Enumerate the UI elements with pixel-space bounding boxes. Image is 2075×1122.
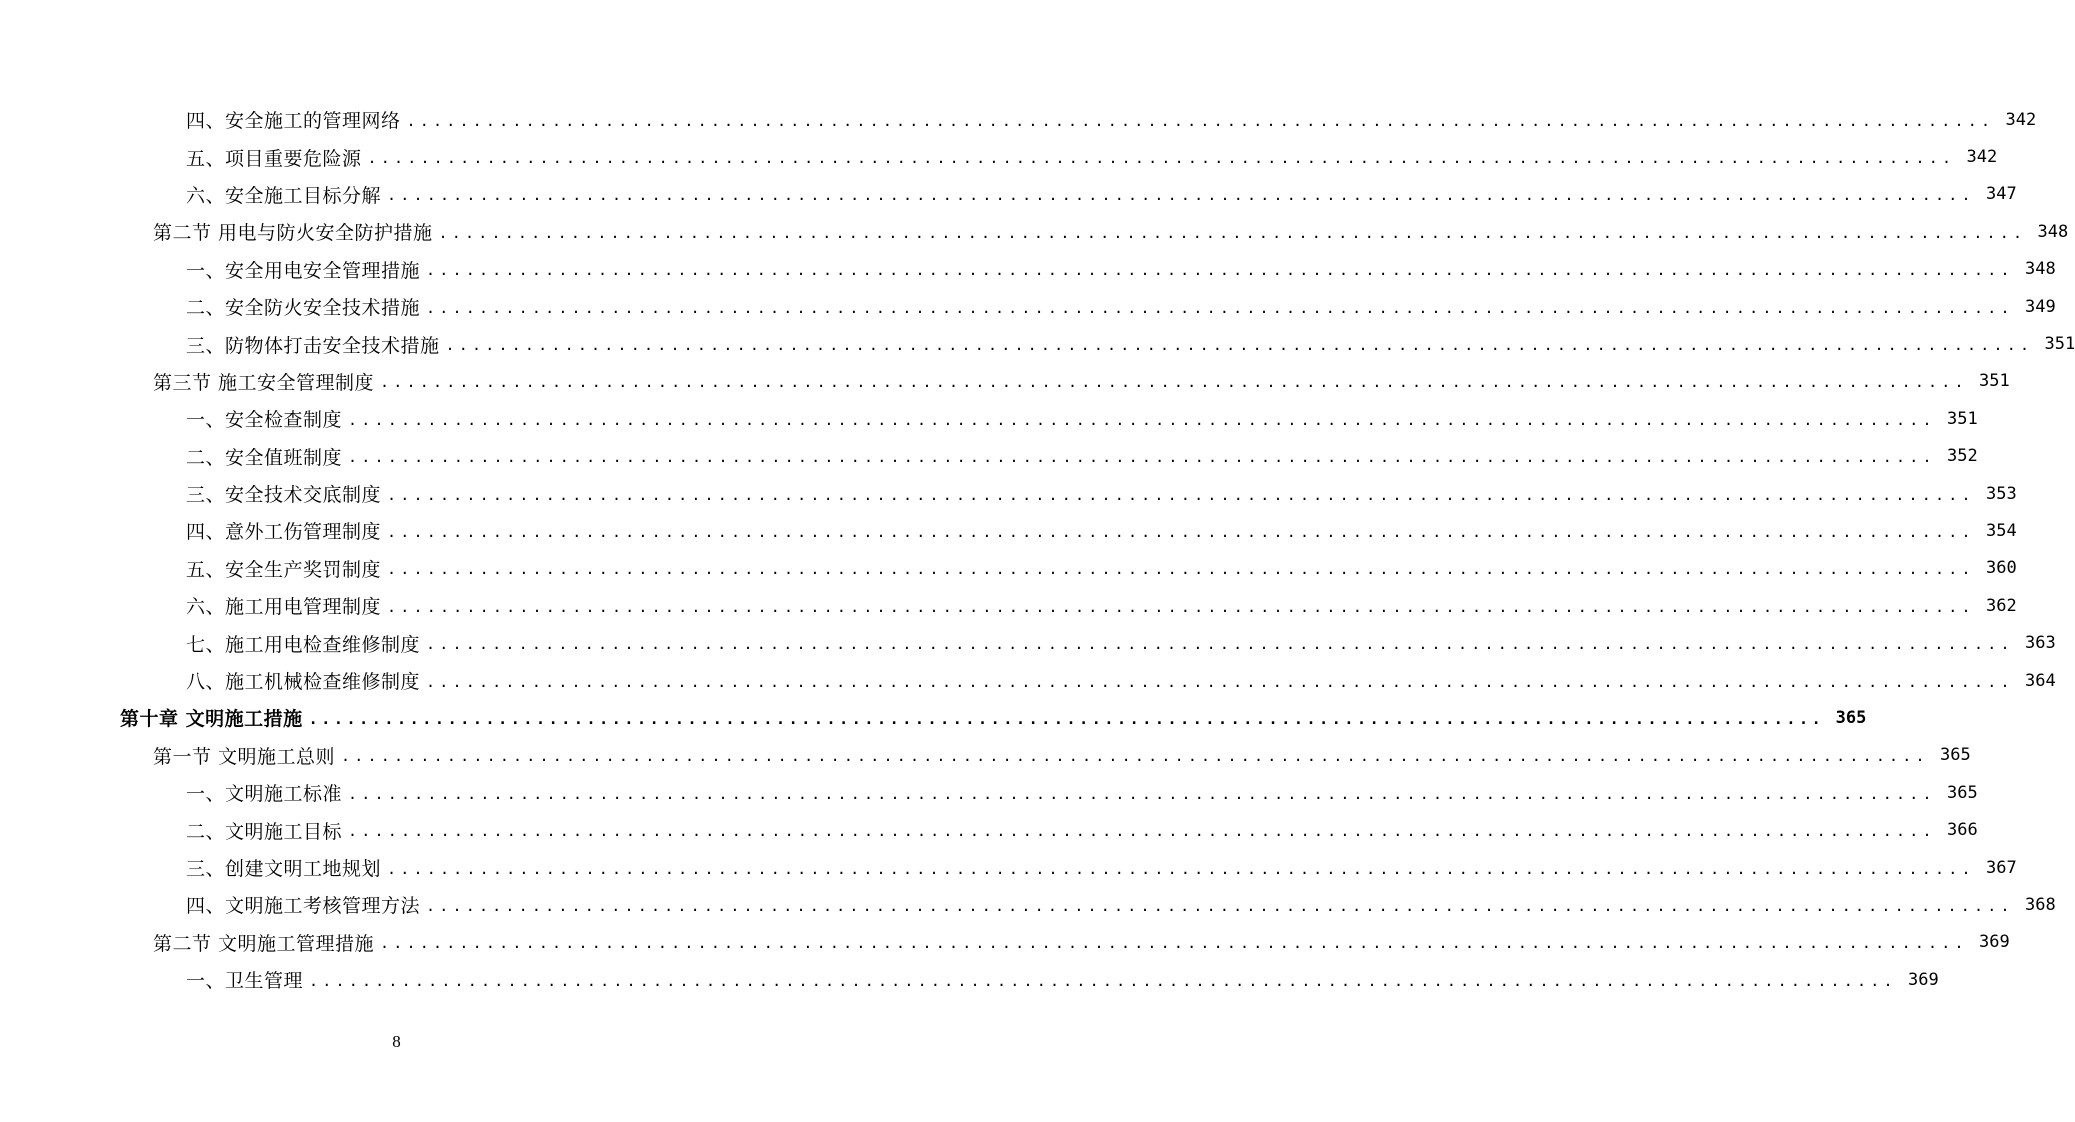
toc-entry-page-number: 351 bbox=[1979, 371, 2010, 392]
toc-entry-title: 一、文明施工标准 bbox=[186, 783, 343, 806]
page-number: 8 bbox=[392, 1032, 401, 1051]
dot-leader: ........................................................................................................................ bbox=[426, 298, 2014, 317]
toc-entry-page-number: 369 bbox=[1908, 969, 1939, 990]
toc-entry-chapter[interactable] bbox=[0, 699, 1867, 736]
toc-entry-title: 五、项目重要危险源 bbox=[186, 147, 362, 170]
toc-entry-section[interactable] bbox=[0, 737, 1971, 774]
toc-entry-item[interactable] bbox=[0, 475, 2017, 512]
toc-entry-title: 一、安全检查制度 bbox=[186, 409, 343, 432]
toc-entry-title: 第二节 文明施工管理措施 bbox=[153, 932, 375, 955]
dot-leader: ........................................................................................................................ bbox=[387, 485, 1975, 504]
dot-leader: ........................................................................................................................ bbox=[309, 971, 1897, 990]
dot-leader: ........................................................................................................................ bbox=[438, 223, 2027, 242]
toc-entry-item[interactable] bbox=[0, 550, 2017, 587]
dot-leader: ........................................................................................................................ bbox=[426, 635, 2014, 654]
toc-entry-title: 四、文明施工考核管理方法 bbox=[186, 895, 421, 918]
toc-entry-title: 一、卫生管理 bbox=[186, 970, 304, 993]
toc-entry-page-number: 360 bbox=[1986, 558, 2017, 579]
toc-entry-title: 四、安全施工的管理网络 bbox=[186, 110, 401, 133]
toc-entry-page-number: 347 bbox=[1986, 184, 2017, 205]
toc-entry-title: 六、安全施工目标分解 bbox=[186, 184, 382, 207]
dot-leader: ........................................................................................................................ bbox=[348, 448, 1936, 467]
toc-entry-title: 五、安全生产奖罚制度 bbox=[186, 558, 382, 581]
toc-entry-item[interactable] bbox=[0, 288, 2056, 325]
toc-entry-title: 第二节 用电与防火安全防护措施 bbox=[153, 222, 433, 245]
table-of-contents bbox=[0, 101, 2075, 998]
dot-leader: ........................................................................................................................ bbox=[387, 859, 1975, 878]
toc-entry-title: 二、安全防火安全技术措施 bbox=[186, 297, 421, 320]
toc-entry-item[interactable] bbox=[0, 138, 1998, 175]
dot-leader: ........................................................................................................................ bbox=[387, 560, 1975, 579]
toc-entry-page-number: 354 bbox=[1986, 520, 2017, 541]
toc-entry-page-number: 348 bbox=[2025, 259, 2056, 280]
toc-entry-title: 六、施工用电管理制度 bbox=[186, 596, 382, 619]
toc-entry-page-number: 363 bbox=[2025, 633, 2056, 654]
toc-entry-item[interactable] bbox=[0, 512, 2017, 549]
toc-entry-title: 三、创建文明工地规划 bbox=[186, 858, 382, 880]
toc-entry-page-number: 349 bbox=[2025, 296, 2056, 317]
dot-leader: ........................................................................................................................ bbox=[426, 261, 2014, 280]
toc-entry-page-number: 351 bbox=[1947, 408, 1978, 429]
dot-leader: ........................................................................................................................ bbox=[380, 934, 1968, 953]
toc-entry-page-number: 348 bbox=[2037, 221, 2069, 242]
toc-entry-item[interactable] bbox=[0, 176, 2017, 213]
toc-entry-item[interactable] bbox=[0, 251, 2056, 288]
dot-leader: ........................................................................................................................ bbox=[348, 410, 1936, 429]
toc-entry-page-number: 365 bbox=[1940, 745, 1971, 766]
dot-leader: ........................................................................................................................ bbox=[387, 597, 1975, 616]
toc-entry-item[interactable] bbox=[0, 325, 2075, 362]
toc-entry-section[interactable] bbox=[0, 213, 2069, 250]
toc-entry-page-number: 368 bbox=[2025, 894, 2056, 915]
toc-entry-title: 第三节 施工安全管理制度 bbox=[153, 371, 375, 394]
toc-entry-item[interactable] bbox=[0, 774, 1978, 811]
toc-entry-title: 二、安全值班制度 bbox=[186, 446, 343, 469]
dot-leader: ........................................................................................................................ bbox=[367, 149, 1956, 168]
toc-entry-item[interactable] bbox=[0, 886, 2056, 923]
dot-leader: ........................................................................................................................ bbox=[341, 747, 1929, 766]
toc-entry-page-number: 353 bbox=[1986, 483, 2017, 504]
toc-entry-item[interactable] bbox=[0, 961, 1939, 998]
toc-entry-title: 三、防物体打击安全技术措施 bbox=[186, 334, 440, 357]
toc-entry-page-number: 362 bbox=[1986, 595, 2017, 616]
toc-entry-page-number: 351 bbox=[2044, 334, 2075, 355]
dot-leader: ........................................................................................................................ bbox=[348, 822, 1936, 841]
toc-entry-page-number: 365 bbox=[1947, 782, 1978, 803]
toc-entry-item[interactable] bbox=[0, 662, 2056, 699]
toc-entry-item[interactable] bbox=[0, 849, 2017, 886]
toc-entry-page-number: 364 bbox=[2025, 670, 2056, 691]
toc-entry-item[interactable] bbox=[0, 400, 1978, 437]
toc-entry-title: 二、文明施工目标 bbox=[186, 820, 343, 843]
toc-entry-page-number: 352 bbox=[1947, 446, 1978, 467]
dot-leader: ........................................................................................................................ bbox=[387, 522, 1975, 541]
toc-entry-title: 一、安全用电安全管理措施 bbox=[186, 259, 421, 282]
toc-entry-page-number: 365 bbox=[1835, 707, 1867, 728]
dot-leader: ........................................................................................................................ bbox=[387, 186, 1975, 205]
toc-entry-page-number: 367 bbox=[1986, 857, 2017, 878]
toc-entry-page-number: 342 bbox=[1966, 147, 1998, 168]
toc-entry-item[interactable] bbox=[0, 624, 2056, 661]
toc-entry-item[interactable] bbox=[0, 101, 2037, 138]
dot-leader: ........................................................................................................................ bbox=[308, 709, 1825, 728]
toc-entry-title: 第十章 文明施工措施 bbox=[120, 708, 303, 731]
toc-entry-title: 第一节 文明施工总则 bbox=[153, 745, 336, 768]
toc-entry-page-number: 369 bbox=[1979, 932, 2010, 953]
toc-entry-title: 三、安全技术交底制度 bbox=[186, 484, 382, 507]
dot-leader: ........................................................................................................................ bbox=[426, 896, 2014, 915]
toc-entry-page-number: 366 bbox=[1947, 820, 1978, 841]
toc-entry-title: 四、意外工伤管理制度 bbox=[186, 521, 382, 544]
toc-entry-item[interactable] bbox=[0, 438, 1978, 475]
toc-entry-item[interactable] bbox=[0, 587, 2017, 624]
toc-entry-section[interactable] bbox=[0, 924, 2010, 961]
toc-entry-section[interactable] bbox=[0, 363, 2010, 400]
dot-leader: ........................................................................................................................ bbox=[406, 111, 1995, 130]
dot-leader: ........................................................................................................................ bbox=[348, 784, 1936, 803]
toc-entry-page-number: 342 bbox=[2005, 109, 2037, 130]
toc-entry-title: 八、施工机械检查维修制度 bbox=[186, 671, 421, 694]
toc-entry-item[interactable] bbox=[0, 811, 1978, 848]
dot-leader: ........................................................................................................................ bbox=[445, 336, 2034, 355]
toc-entry-title: 七、施工用电检查维修制度 bbox=[186, 633, 421, 656]
dot-leader: ........................................................................................................................ bbox=[426, 672, 2014, 691]
dot-leader: ........................................................................................................................ bbox=[380, 373, 1968, 392]
